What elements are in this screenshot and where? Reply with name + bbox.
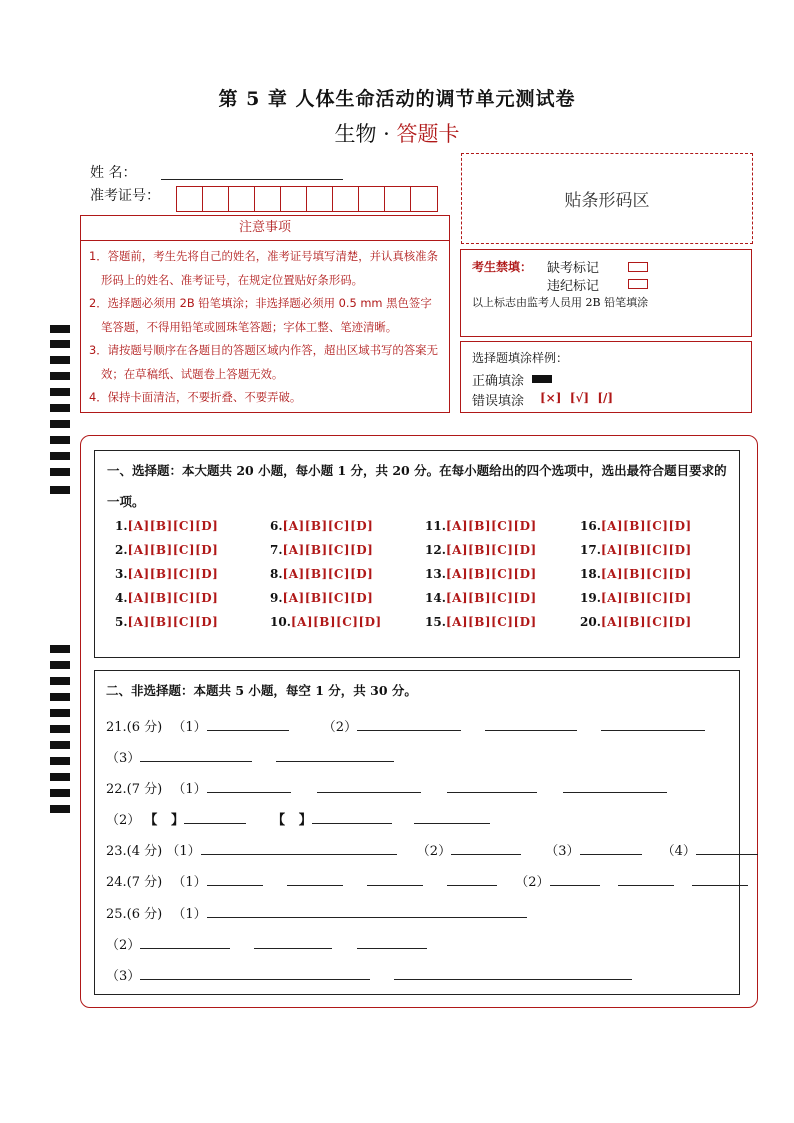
answer-blank[interactable] bbox=[287, 873, 343, 886]
answer-blank[interactable] bbox=[692, 873, 748, 886]
q25-label: 25.(6 分) bbox=[106, 907, 163, 922]
absent-mark-label: 缺考标记 bbox=[547, 261, 600, 276]
id-digit-box[interactable] bbox=[307, 187, 333, 211]
answer-blank[interactable] bbox=[317, 780, 421, 793]
answer-blank[interactable] bbox=[207, 780, 291, 793]
answer-blank[interactable] bbox=[618, 873, 674, 886]
part-label: （3） bbox=[545, 844, 580, 859]
choice-question bbox=[115, 615, 218, 629]
part-label: （2） bbox=[515, 875, 550, 890]
q25-row3 bbox=[106, 965, 632, 984]
alignment-mark bbox=[50, 452, 70, 460]
alignment-mark bbox=[50, 741, 70, 749]
question-number: 12. bbox=[425, 543, 446, 557]
alignment-mark bbox=[50, 757, 70, 765]
choice-question bbox=[425, 519, 537, 533]
answer-blank[interactable] bbox=[140, 967, 370, 980]
question-number: 9. bbox=[270, 591, 283, 605]
question-number: 17. bbox=[580, 543, 601, 557]
choice-question bbox=[115, 567, 218, 581]
answer-blank[interactable] bbox=[563, 780, 667, 793]
exam-id-boxes[interactable] bbox=[176, 186, 438, 212]
question-number: 11. bbox=[425, 519, 446, 533]
answer-options[interactable]: [A][B][C][D] bbox=[282, 543, 374, 557]
alignment-mark bbox=[50, 693, 70, 701]
question-number: 19. bbox=[580, 591, 601, 605]
part-label: （4） bbox=[661, 844, 696, 859]
question-number: 8. bbox=[270, 567, 283, 581]
question-number: 1. bbox=[115, 519, 128, 533]
part-label: （2） bbox=[322, 720, 358, 735]
answer-options[interactable]: [A][B][C][D] bbox=[127, 519, 219, 533]
choice-question bbox=[580, 519, 692, 533]
id-digit-box[interactable] bbox=[177, 187, 203, 211]
choice-question bbox=[425, 591, 537, 605]
q23-row bbox=[106, 840, 758, 859]
id-digit-box[interactable] bbox=[281, 187, 307, 211]
q22-row bbox=[106, 778, 667, 797]
wrong-fill-label: 错误填涂 bbox=[472, 394, 525, 409]
absent-mark-box[interactable] bbox=[628, 262, 648, 272]
answer-options[interactable]: [A][B][C][D] bbox=[282, 519, 374, 533]
answer-options[interactable]: [A][B][C][D] bbox=[445, 543, 537, 557]
section1-description: 一、选择题：本大题共 20 小题，每小题 1 分，共 20 分。在每小题给出的四个选项中，选出最符合题目要求的一项。 bbox=[107, 463, 727, 509]
alignment-mark bbox=[50, 486, 70, 494]
alignment-mark bbox=[50, 677, 70, 685]
alignment-mark bbox=[50, 356, 70, 364]
answer-options[interactable]: [A][B][C][D] bbox=[600, 567, 692, 581]
answer-options[interactable]: [A][B][C][D] bbox=[600, 615, 692, 629]
question-number: 10. bbox=[270, 615, 291, 629]
part-label: （3） bbox=[106, 751, 141, 766]
q21-row2 bbox=[106, 747, 394, 766]
choice-question bbox=[270, 567, 373, 581]
answer-options[interactable]: [A][B][C][D] bbox=[127, 543, 219, 557]
choice-question bbox=[425, 543, 537, 557]
part-label: （1） bbox=[172, 875, 207, 890]
choice-question bbox=[270, 615, 382, 629]
alignment-mark bbox=[50, 661, 70, 669]
question-number: 14. bbox=[425, 591, 446, 605]
choice-question bbox=[115, 543, 218, 557]
question-number: 5. bbox=[115, 615, 128, 629]
answer-blank[interactable] bbox=[140, 749, 252, 762]
violation-mark-box[interactable] bbox=[628, 279, 648, 289]
answer-blank[interactable] bbox=[184, 811, 246, 824]
alignment-mark bbox=[50, 725, 70, 733]
part-label: （2） bbox=[106, 813, 141, 828]
question-number: 7. bbox=[270, 543, 283, 557]
section2-description: 二、非选择题：本题共 5 小题，每空 1 分，共 30 分。 bbox=[106, 683, 417, 698]
q22-row2 bbox=[106, 809, 490, 828]
alignment-mark bbox=[50, 436, 70, 444]
q24-label: 24.(7 分) bbox=[106, 875, 163, 890]
answer-options[interactable]: [A][B][C][D] bbox=[445, 591, 537, 605]
answer-blank[interactable] bbox=[140, 936, 230, 949]
notice-box bbox=[80, 215, 450, 413]
subject-label: 生物 · bbox=[334, 122, 397, 146]
q21-label: 21.(6 分) bbox=[106, 720, 163, 735]
bracket-label: 【 】 bbox=[272, 813, 312, 828]
notice-item: 3．请按题号顺序在各题目的答题区域内作答，超出区域书写的答案无效；在草稿纸、试题卷上答题无效。 bbox=[89, 343, 438, 381]
alignment-mark bbox=[50, 372, 70, 380]
alignment-mark bbox=[50, 340, 70, 348]
free-response-section bbox=[94, 670, 740, 995]
correct-fill-label: 正确填涂 bbox=[472, 374, 525, 389]
answer-blank[interactable] bbox=[414, 811, 490, 824]
q24-row bbox=[106, 871, 748, 890]
answer-blank[interactable] bbox=[451, 842, 521, 855]
question-number: 2. bbox=[115, 543, 128, 557]
answer-options[interactable]: [A][B][C][D] bbox=[445, 567, 537, 581]
part-label: （2） bbox=[416, 844, 452, 859]
answer-options[interactable]: [A][B][C][D] bbox=[445, 519, 537, 533]
answer-options[interactable]: [A][B][C][D] bbox=[127, 567, 219, 581]
alignment-mark bbox=[50, 468, 70, 476]
answer-blank[interactable] bbox=[357, 718, 461, 731]
part-label: （1） bbox=[172, 907, 207, 922]
question-number: 4. bbox=[115, 591, 128, 605]
multiple-choice-section bbox=[94, 450, 740, 658]
part-label: （3） bbox=[106, 969, 141, 984]
answer-options[interactable]: [A][B][C][D] bbox=[127, 615, 219, 629]
bracket-label: 【 】 bbox=[144, 813, 184, 828]
question-number: 15. bbox=[425, 615, 446, 629]
question-number: 20. bbox=[580, 615, 601, 629]
answer-options[interactable]: [A][B][C][D] bbox=[282, 591, 374, 605]
part-label: （1） bbox=[166, 844, 201, 859]
examiner-only-box bbox=[460, 249, 752, 337]
examiner-only-label: 考生禁填： bbox=[472, 260, 533, 274]
correct-fill-mark bbox=[532, 375, 552, 383]
question-number: 18. bbox=[580, 567, 601, 581]
answer-blank[interactable] bbox=[601, 718, 705, 731]
question-number: 13. bbox=[425, 567, 446, 581]
alignment-mark bbox=[50, 325, 70, 333]
answer-card-label: 答题卡 bbox=[396, 122, 460, 146]
barcode-label: 贴条形码区 bbox=[564, 191, 650, 211]
barcode-area bbox=[461, 153, 753, 244]
question-number: 16. bbox=[580, 519, 601, 533]
page-title: 第 5 章 人体生命活动的调节单元测试卷 bbox=[218, 88, 576, 110]
examiner-note: 以上标志由监考人员用 2B 铅笔填涂 bbox=[472, 296, 649, 309]
answer-blank[interactable] bbox=[447, 873, 497, 886]
choice-question bbox=[580, 615, 692, 629]
alignment-mark bbox=[50, 388, 70, 396]
alignment-mark bbox=[50, 805, 70, 813]
answer-options[interactable]: [A][B][C][D] bbox=[600, 519, 692, 533]
wrong-fill-marks: [×] [√] [/] bbox=[540, 391, 614, 405]
answer-blank[interactable] bbox=[580, 842, 642, 855]
id-digit-box[interactable] bbox=[385, 187, 411, 211]
question-number: 3. bbox=[115, 567, 128, 581]
answer-blank[interactable] bbox=[367, 873, 423, 886]
id-digit-box[interactable] bbox=[203, 187, 229, 211]
name-label: 姓 名： bbox=[90, 165, 137, 181]
alignment-mark bbox=[50, 709, 70, 717]
alignment-mark bbox=[50, 645, 70, 653]
choice-question bbox=[270, 543, 373, 557]
answer-blank[interactable] bbox=[254, 936, 332, 949]
answer-blank[interactable] bbox=[696, 842, 758, 855]
page-subtitle bbox=[0, 118, 794, 148]
choice-question bbox=[115, 591, 218, 605]
answer-options[interactable]: [A][B][C][D] bbox=[600, 543, 692, 557]
answer-blank[interactable] bbox=[357, 936, 427, 949]
q22-label: 22.(7 分) bbox=[106, 782, 163, 797]
id-digit-box[interactable] bbox=[359, 187, 385, 211]
part-label: （1） bbox=[172, 782, 207, 797]
notice-item: 2．选择题必须用 2B 铅笔填涂；非选择题必须用 0.5 mm 黑色签字笔答题，不得用铅笔或圆珠笔答题；字体工整、笔迹清晰。 bbox=[89, 296, 432, 334]
choice-question bbox=[580, 567, 692, 581]
answer-options[interactable]: [A][B][C][D] bbox=[127, 591, 219, 605]
notice-item: 4．保持卡面清洁，不要折叠、不要弄破。 bbox=[89, 390, 302, 404]
q25-row2 bbox=[106, 934, 427, 953]
id-digit-box[interactable] bbox=[255, 187, 281, 211]
answer-blank[interactable] bbox=[485, 718, 577, 731]
choice-question bbox=[270, 519, 373, 533]
exam-id-label: 准考证号： bbox=[90, 188, 160, 204]
name-field[interactable] bbox=[161, 179, 343, 180]
part-label: （2） bbox=[106, 938, 141, 953]
fill-sample-box bbox=[460, 341, 752, 413]
answer-options[interactable]: [A][B][C][D] bbox=[445, 615, 537, 629]
notice-heading: 注意事项 bbox=[81, 216, 449, 241]
part-label: （1） bbox=[172, 720, 207, 735]
answer-blank[interactable] bbox=[207, 905, 527, 918]
choice-question bbox=[425, 567, 537, 581]
id-digit-box[interactable] bbox=[333, 187, 359, 211]
question-number: 6. bbox=[270, 519, 283, 533]
id-digit-box[interactable] bbox=[229, 187, 255, 211]
alignment-mark bbox=[50, 404, 70, 412]
choice-question bbox=[580, 543, 692, 557]
answer-blank[interactable] bbox=[394, 967, 632, 980]
answer-blank[interactable] bbox=[207, 873, 263, 886]
answer-options[interactable]: [A][B][C][D] bbox=[282, 567, 374, 581]
alignment-mark bbox=[50, 789, 70, 797]
answer-options[interactable]: [A][B][C][D] bbox=[290, 615, 382, 629]
answer-blank[interactable] bbox=[550, 873, 600, 886]
alignment-mark bbox=[50, 773, 70, 781]
answer-blank[interactable] bbox=[447, 780, 537, 793]
fill-sample-title: 选择题填涂样例： bbox=[472, 351, 569, 365]
choice-question bbox=[270, 591, 373, 605]
choice-question bbox=[425, 615, 537, 629]
notice-item: 1．答题前，考生先将自己的姓名，准考证号填写清楚，并认真核准条形码上的姓名、准考证号，在规定位置贴好条形码。 bbox=[89, 249, 438, 287]
answer-options[interactable]: [A][B][C][D] bbox=[600, 591, 692, 605]
answer-blank[interactable] bbox=[207, 718, 289, 731]
answer-blank[interactable] bbox=[276, 749, 394, 762]
answer-blank[interactable] bbox=[201, 842, 397, 855]
q21-row bbox=[106, 716, 705, 735]
q25-row bbox=[106, 903, 527, 922]
q23-label: 23.(4 分) bbox=[106, 844, 163, 859]
violation-mark-label: 违纪标记 bbox=[547, 279, 600, 294]
choice-question bbox=[580, 591, 692, 605]
alignment-mark bbox=[50, 420, 70, 428]
choice-question bbox=[115, 519, 218, 533]
id-digit-box[interactable] bbox=[411, 187, 437, 211]
answer-blank[interactable] bbox=[312, 811, 392, 824]
